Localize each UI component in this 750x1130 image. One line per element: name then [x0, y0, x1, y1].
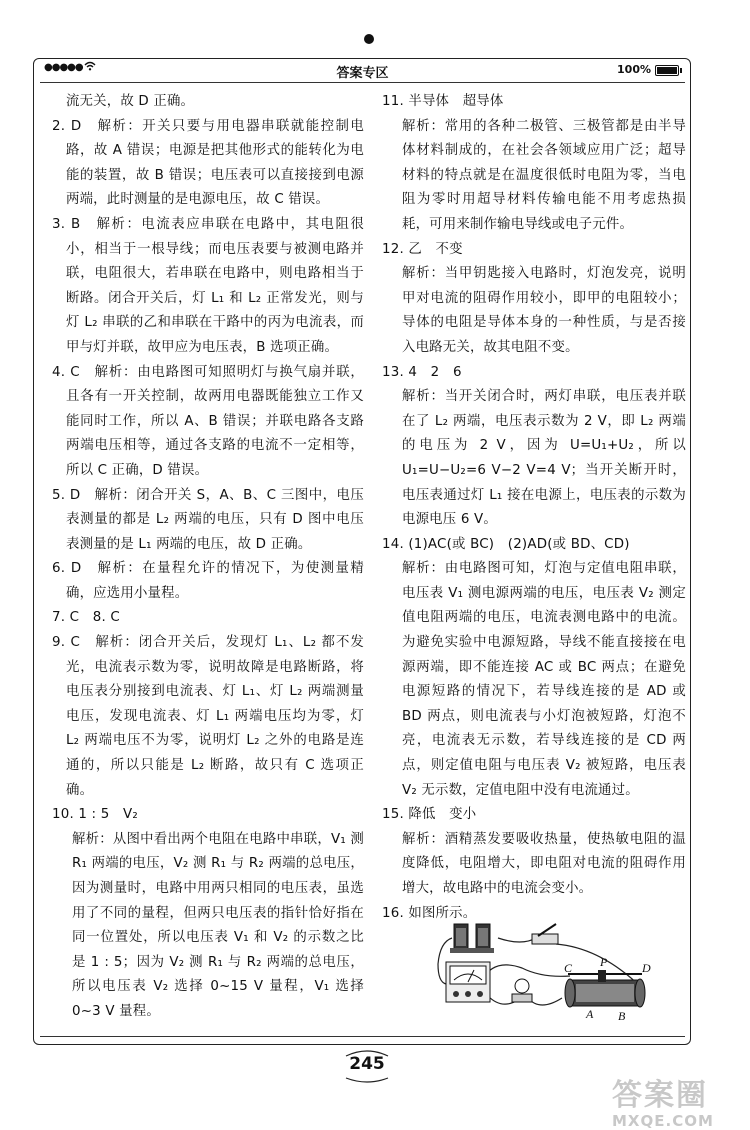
header-rule — [40, 82, 685, 83]
watermark — [612, 1080, 742, 1130]
answer-paragraph: 解析：常用的各种二极管、三极管都是由半导体材料制成的，在社会各领域应用广泛；超导材料的特点就是在温度很低时电阻为零，当电阻为零时用超导材料传输电能不用考虑热损耗，可用来制作输电导线或电子元件。 — [402, 118, 686, 232]
right-column — [382, 90, 686, 926]
answer-paragraph: 解析：酒精蒸发要吸收热量，使热敏电阻的温度降低，电阻增大，即电阻对电流的阻碍作用增大，故电路中的电流会变小。 — [402, 831, 686, 896]
label-d: D — [642, 961, 651, 975]
answer-paragraph: 7. C 8. C — [52, 610, 120, 626]
answer-paragraph: 9. C 解析：闭合开关后，发现灯 L₁、L₂ 都不发光，电流表示数为零，说明故障是电路断路，将电压表分别接到电流表、灯 L₁、灯 L₂ 两端测量电压，发现电流表、灯 L₁ 两端电压均为零，灯 L₂ 两端电压不为零，说明灯 L₂ 之外的电路是连通的，所以只能是 L₂ 断路，故只有 C 选项正确。 — [52, 635, 364, 798]
rheostat-icon — [565, 970, 645, 1007]
label-c: C — [564, 961, 573, 975]
answer-paragraph: 2. D 解析：开关只要与用电器串联就能控制电路，故 A 错误；电源是把其他形式的能转化为电能的装置，故 B 错误；电压表可以直接接到电源两端，此时测量的是电源电压，故 C 错误。 — [52, 118, 364, 208]
answer-paragraph: 5. D 解析：闭合开关 S，A、B、C 三图中，电压表测量的都是 L₂ 两端的电压，只有 D 图中电压表测量的是 L₁ 两端的电压，故 D 正确。 — [52, 487, 364, 552]
answer-paragraph: 解析：当开关闭合时，两灯串联，电压表并联在了 L₂ 两端，电压表示数为 2 V，即 L₂ 两端的电压为 2 V，因为 U=U₁+U₂，所以 U₁=U−U₂=6 V−2 V=4 V；当开关断开时，电压表通过灯 L₁ 接在电源上，电压表的示数为电源电压 6 V。 — [402, 389, 686, 528]
answer-paragraph: 3. B 解析：电流表应串联在电路中，其电阻很小，相当于一根导线；而电压表要与被测电路并联，电阻很大，若串联在电路中，则电路相当于断路。闭合开关后，灯 L₁ 和 L₂ 正常发光，则与灯 L₂ 串联的乙和串联在干路中的丙为电流表，而甲与灯并联，故甲应为电压表，B 选项正确。 — [52, 216, 364, 355]
page-number-badge — [340, 1048, 394, 1084]
battery-icon — [655, 65, 679, 76]
status-bar — [40, 62, 685, 80]
watermark-logo: 答案圈 — [612, 1078, 708, 1113]
left-column — [52, 90, 364, 1025]
answer-paragraph: 16. 如图所示。 — [382, 905, 477, 921]
voltmeter-icon — [446, 962, 490, 1002]
label-a: A — [586, 1007, 594, 1021]
answer-paragraph: 流无关，故 D 正确。 — [66, 94, 195, 109]
answer-paragraph: 12. 乙 不变 — [382, 241, 463, 257]
label-b: B — [618, 1009, 626, 1023]
bulb-icon — [512, 979, 532, 1002]
battery-cells-icon — [450, 924, 494, 953]
answer-paragraph: 15. 降低 变小 — [382, 807, 477, 823]
watermark-url: MXQE.COM — [612, 1112, 714, 1130]
signal-icon: ●●●●● — [44, 62, 83, 73]
label-p: P — [600, 955, 608, 969]
answer-paragraph: 13. 4 2 6 — [382, 364, 462, 380]
footer-rule — [40, 1036, 685, 1037]
answer-paragraph: 4. C 解析：由电路图可知照明灯与换气扇并联，且各有一开关控制，故两用电器既能独立工作又能同时工作，所以 A、B 错误；并联电路各支路两端电压相等，通过各支路的电流不一定相等，所以 C 正确，D 错误。 — [52, 364, 364, 478]
answer-paragraph: 解析：由电路图可知，灯泡与定值电阻串联，电压表 V₁ 测电源两端的电压，电压表 V₂ 测定值电阻两端的电压，电流表测电路中的电流。为避免实验中电源短路，导线不能直接接在电源两端，即不能连接 AC 或 BC 两点；在避免电源短路的情况下，若导线连接的是 AD 或 BD 两点，则电流表与小灯泡被短路，灯泡不亮，电流表无示数，若导线连接的是 CD 两点，则定值电阻与电压表 V₂ 被短路，电压表 V₂ 无示数，定值电阻中没有电流通过。 — [402, 561, 686, 798]
page-number: 245 — [349, 1054, 385, 1074]
answer-paragraph: 11. 半导体 超导体 — [382, 94, 504, 109]
answer-paragraph: 6. D 解析：在量程允许的情况下，为使测量精确，应选用小量程。 — [52, 561, 364, 601]
answer-paragraph: 14. (1)AC(或 BC) (2)AD(或 BD、CD) — [382, 536, 630, 552]
answer-paragraph: 解析：当甲钥匙接入电路时，灯泡发亮，说明甲对电流的阻碍作用较小，即甲的电阻较小；导体的电阻是导体本身的一种性质，与是否接入电路无关，故其电阻不变。 — [402, 266, 686, 355]
answer-paragraph: 10. 1 : 5 V₂ — [52, 807, 138, 823]
camera-dot — [364, 34, 374, 44]
circuit-figure — [432, 918, 654, 1026]
switch-icon — [532, 924, 558, 944]
answer-paragraph: 解析：从图中看出两个电阻在电路中串联，V₁ 测 R₁ 两端的电压，V₂ 测 R₁ 与 R₂ 两端的总电压，因为测量时，电路中用两只相同的电压表，虽选用了不同的量程，但两只电压表的指针恰好指在同一位置处，所以电压表 V₁ 和 V₂ 的示数之比是 1 : 5；因为 V₂ 测 R₁ 与 R₂ 两端的总电压，所以电压表 V₂ 选择 0~15 V 量程，V₁ 选择 0~3 V 量程。 — [72, 831, 364, 1019]
battery-percent: 100% — [617, 63, 651, 76]
status-title: 答案专区 — [336, 66, 389, 81]
